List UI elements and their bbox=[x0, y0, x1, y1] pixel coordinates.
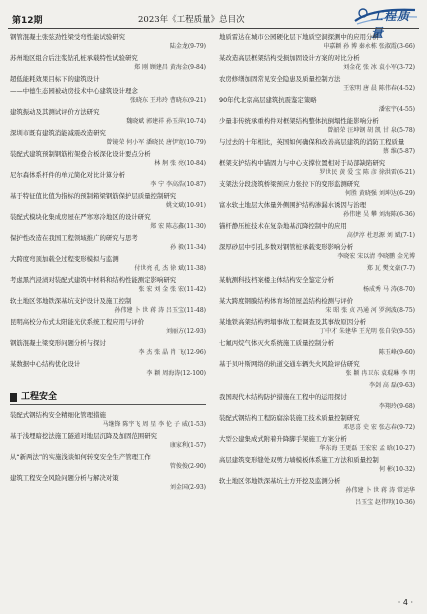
entry-authors: 罗世民 黄 爱 宝 陈 彦 徐洪雷(6-21) bbox=[319, 169, 415, 176]
journal-logo bbox=[353, 4, 419, 40]
toc-entry bbox=[10, 453, 206, 471]
entry-title: 建筑工程安全风险问题分析与解决对策 bbox=[10, 474, 119, 482]
entry-title: 七氟丙烷气体灭火系统施工质量控制分析 bbox=[219, 339, 335, 347]
entry-authors: 刘金国(2-93) bbox=[169, 484, 206, 491]
toc-entry bbox=[10, 87, 206, 105]
entry-title: 软土地区邻地铁深基坑支护设计及施工控制 bbox=[10, 297, 132, 305]
entry-list bbox=[10, 33, 206, 381]
toc-entry bbox=[219, 318, 415, 336]
toc-entry bbox=[219, 498, 415, 507]
toc-entry bbox=[10, 339, 206, 357]
toc-entry bbox=[219, 456, 415, 474]
entry-authors: 邓思喜 史 宏 张志春(9-72) bbox=[343, 424, 415, 431]
toc-entry bbox=[10, 297, 206, 315]
toc-entry bbox=[219, 33, 415, 51]
entry-authors: 李翔玲(9-68) bbox=[378, 403, 415, 410]
toc-entry bbox=[219, 117, 415, 135]
entry-title: 某航测科技档案楼主体结构安全鉴定分析 bbox=[219, 276, 335, 284]
toc-entry bbox=[219, 180, 415, 198]
toc-entry bbox=[10, 255, 206, 273]
entry-authors: 付世亮 孔 杰 徐 斌(11-38) bbox=[134, 265, 206, 272]
entry-title: 深圳市既有建筑消能减震改造研究 bbox=[10, 129, 106, 137]
entry-authors: 申嘉颖 孙 博 秦永栋 张淑霞(3-66) bbox=[323, 43, 415, 50]
toc-entry bbox=[10, 108, 206, 126]
entry-title: 我国现代木结构防护措施在工程中的运用探讨 bbox=[219, 393, 347, 401]
entry-authors: 宋 昭 张 贞 冯通 河 罗润波(8-75) bbox=[325, 307, 415, 314]
left-column bbox=[10, 33, 206, 495]
entry-authors: 刘丽方(12-93) bbox=[166, 328, 206, 335]
section-title: 工程安全 bbox=[21, 392, 58, 402]
entry-authors: 华东海 王更磊 王宏宏 孟 晗(10-27) bbox=[319, 445, 415, 452]
toc-entry bbox=[219, 201, 415, 219]
entry-title: 装配式模块化集成房屋在严寒寒冷地区的设计研究 bbox=[10, 213, 151, 221]
toc-entry bbox=[10, 234, 206, 252]
entry-title: 装配式钢结构安全精细化管理措施 bbox=[10, 411, 106, 419]
entry-authors: 郑 刚 顾建昌 黄海金(9-84) bbox=[134, 64, 206, 71]
entry-authors: 林 舸 张 亮(10-84) bbox=[154, 160, 206, 167]
entry-title: 富水软土地层大体量外侧围护结构渗漏水诱因与治理 bbox=[219, 201, 366, 209]
section-marker-icon bbox=[10, 393, 17, 402]
toc-entry bbox=[219, 159, 415, 177]
toc-entry bbox=[219, 381, 415, 390]
page-number: · 4 · bbox=[397, 598, 413, 607]
toc-entry bbox=[10, 276, 206, 294]
entry-title: 钢管混凝土张弦劲性梁受弯性能试验研究 bbox=[10, 33, 126, 41]
entry-authors: 陈玉峰(9-60) bbox=[378, 349, 415, 356]
toc-entry bbox=[10, 411, 206, 429]
entry-authors: 郑 瓦 樊文豪(7-7) bbox=[366, 265, 415, 272]
toc-entry bbox=[219, 222, 415, 240]
toc-entry bbox=[219, 75, 415, 93]
entry-title: 少量非传统承重构件对框架结构整体抗倒塌性能影响分析 bbox=[219, 117, 379, 125]
entry-authors: 吕玉宝 赵伟明(10-36) bbox=[355, 499, 415, 506]
entry-authors: 孙伟建 卜 世 蒋 涛 常运华 bbox=[345, 487, 415, 494]
toc-entry bbox=[10, 432, 206, 450]
entry-title: 软土地区邻地铁深基坑土方开挖及监测分析 bbox=[219, 477, 341, 485]
entry-authors: 何胜 黄晓强 刘坤达(6-29) bbox=[345, 190, 415, 197]
entry-authors: 潘宏宇(4-55) bbox=[378, 106, 415, 113]
entry-authors: 高伊淳 杜思源 刘 斌(7-1) bbox=[346, 232, 415, 239]
entry-title: 大跨度弯顶加载全过程变形模拟与监测 bbox=[10, 255, 119, 263]
toc-entry bbox=[10, 213, 206, 231]
entry-title: 某大跨度钢膜结构体育场馆屋盖结构检测与评价 bbox=[219, 297, 354, 305]
header-divider bbox=[8, 28, 419, 29]
entry-authors: 王宏明 唐 晨 陈伟春(4-52) bbox=[343, 85, 415, 92]
toc-entry bbox=[219, 477, 415, 495]
entry-title: 某地铁高架结构坍塌事故工程调查及其事故原因分析 bbox=[219, 318, 366, 326]
entry-title: 农房修缮加固常见安全隐患及质量控制方法 bbox=[219, 75, 341, 83]
entry-authors: 孙伟建 吴 攀 刘海陈(6-36) bbox=[343, 211, 415, 218]
section-heading bbox=[10, 391, 206, 405]
toc-entry bbox=[10, 75, 206, 84]
toc-entry bbox=[219, 414, 415, 432]
entry-title: 考虑黑汽浸渍对装配式建筑中材料和结构性能测定影响研究 bbox=[10, 276, 177, 284]
entry-title: 从“新两法”的实施浅谈如何转变安全生产管理工作 bbox=[10, 453, 151, 461]
toc-entry bbox=[219, 360, 415, 378]
toc-entry bbox=[219, 393, 415, 411]
entry-authors: 孙 毅(11-34) bbox=[170, 244, 206, 251]
entry-title: 装配式钢结构工程防腐涂装施工技术质量控制研究 bbox=[219, 414, 360, 422]
toc-entry bbox=[10, 54, 206, 72]
entry-title: 框架支护结构中锚固力与中心支撑位置相对于局部缺陷研究 bbox=[219, 159, 386, 167]
entry-authors: 张 颖 冉卫东 袁琨琳 李 明 bbox=[345, 370, 415, 377]
entry-title: 90年代北京高层建筑抗震鉴定策略 bbox=[219, 96, 317, 104]
entry-authors: 郑 宏 陈志鑫(11-30) bbox=[150, 223, 206, 230]
entry-title: 与过去的十年相比，英国如何确保和改善高层建筑的消防工程质量 bbox=[219, 138, 405, 146]
entry-authors: 蔡 维(5-87) bbox=[382, 148, 415, 155]
entry-title: 高层建筑变形缝处双剪力墙模板体系施工方法和质量控制 bbox=[219, 456, 379, 464]
toc-entry bbox=[219, 54, 415, 72]
toc-entry bbox=[10, 150, 206, 168]
logo-text: 工程质量 bbox=[371, 9, 411, 40]
entry-authors: 曾韶荣 汪坤钢 胡 凯 甘 泉(5-78) bbox=[327, 127, 415, 134]
entry-authors: 李剑 高 磊(9-63) bbox=[369, 382, 415, 389]
entry-authors: 马继锋 陈宇飞 周 星 李 伦 子 威(1-53) bbox=[102, 421, 206, 428]
entry-title: 基于浅埋暗挖法施工隧道对地层沉降及加固范围研究 bbox=[10, 432, 157, 440]
toc-entry bbox=[219, 435, 415, 453]
entry-authors: 李晓宏 宋以清 李晓鹏 金光博 bbox=[337, 253, 415, 260]
section-divider bbox=[10, 404, 206, 405]
entry-title: 昆明高校分布式太阳能光伏系统工程应用与评价 bbox=[10, 318, 145, 326]
entry-title: 建筑振动及其测试评价方法研究 bbox=[10, 108, 100, 116]
toc-entry bbox=[219, 96, 415, 114]
toc-entry bbox=[10, 318, 206, 336]
entry-list bbox=[10, 411, 206, 495]
running-title: 2023年《工程质量》总目次 bbox=[138, 15, 245, 25]
entry-authors: 管俊俊(2-90) bbox=[169, 463, 206, 470]
entry-authors: 张晓东 王玮玲 曹晓东(9-21) bbox=[130, 97, 206, 104]
toc-entry bbox=[10, 33, 206, 51]
entry-authors: 曾镜荣 何小军 潘晓民 唐伊宽(10-79) bbox=[106, 139, 206, 146]
entry-title: 支架法分段浇筑桥梁预应力张拉下的变形监测研究 bbox=[219, 180, 360, 188]
entry-authors: 魏晓斌 郭建祥 孙玉萍(10-74) bbox=[126, 118, 206, 125]
entry-title: 某改造高层框架结构受损加固设计方案的对比分析 bbox=[219, 54, 360, 62]
entry-title: ——中德生态园被动房技术中心建筑设计理念 bbox=[10, 87, 138, 95]
issue-number: 第12期 bbox=[12, 16, 43, 26]
entry-title: 基于特征值比值为指标的预制箱梁钢筋保护层质量控制研究 bbox=[10, 192, 177, 200]
entry-title: 地质雷达在城市公园硬化层下地质空洞探测中的应用分析 bbox=[219, 33, 379, 41]
entry-title: 尼尔森体系杆件的单元简化对比计算分析 bbox=[10, 171, 126, 179]
entry-authors: 李 杰 张 晶 肖 飞(12-96) bbox=[138, 349, 206, 356]
entry-authors: 杨成秀 马 涛(8-70) bbox=[363, 286, 415, 293]
entry-authors: 丁中才 朱建华 王光明 张自荣(9-55) bbox=[319, 328, 415, 335]
toc-entry bbox=[10, 129, 206, 147]
entry-title: 大型公建集成式附着升降脚手架施工方案分析 bbox=[219, 435, 347, 443]
entry-title: 苏州地区组合后注浆钻孔桩承载特性试验研究 bbox=[10, 54, 138, 62]
entry-authors: 姚文斌(10-91) bbox=[166, 202, 206, 209]
right-column bbox=[219, 33, 415, 510]
entry-authors: 李 颖 周海涛(12-100) bbox=[146, 370, 206, 377]
entry-title: 装配式建筑预制钢筋桁架叠合板深化设计要点分析 bbox=[10, 150, 151, 158]
toc-entry bbox=[10, 474, 206, 492]
toc-entry bbox=[219, 297, 415, 315]
toc-entry bbox=[219, 243, 415, 261]
toc-entry bbox=[219, 264, 415, 273]
toc-entry bbox=[10, 171, 206, 189]
entry-title: 钢筋混凝土梁变形问题分析与探讨 bbox=[10, 339, 106, 347]
entry-authors: 李 宁 李高浩(10-87) bbox=[150, 181, 206, 188]
entry-title: 锚杆静压桩技术在复杂地基沉降控制中的应用 bbox=[219, 222, 347, 230]
entry-authors: 康家利(1-57) bbox=[169, 442, 206, 449]
entry-title: 超低能耗效果目标下的建筑设计 bbox=[10, 75, 100, 83]
entry-authors: 张 宏 刘 金 张 宏(11-42) bbox=[138, 286, 206, 293]
toc-entry bbox=[219, 339, 415, 357]
entry-title: 深厚砂层中引孔多数对钢管桩承载变形影响分析 bbox=[219, 243, 354, 251]
entry-list bbox=[219, 33, 415, 510]
entry-title: 基于贝叶斯网络的轨道交通车辆失火风险评估研究 bbox=[219, 360, 360, 368]
toc-entry bbox=[219, 276, 415, 294]
entry-authors: 何 彬(10-32) bbox=[379, 466, 415, 473]
entry-authors: 刘金花 张 冰 袁小军(3-72) bbox=[343, 64, 415, 71]
entry-title: 保护性改造在我国工程领域推广的研究与思考 bbox=[10, 234, 138, 242]
entry-title: 某数据中心结构优化设计 bbox=[10, 360, 81, 368]
entry-authors: 孙伟建 卜 世 蒋 涛 吕玉宝(11-48) bbox=[114, 307, 206, 314]
toc-entry bbox=[219, 138, 415, 156]
toc-entry bbox=[10, 192, 206, 210]
toc-entry bbox=[10, 360, 206, 378]
entry-authors: 陆金龙(9-79) bbox=[169, 43, 206, 50]
